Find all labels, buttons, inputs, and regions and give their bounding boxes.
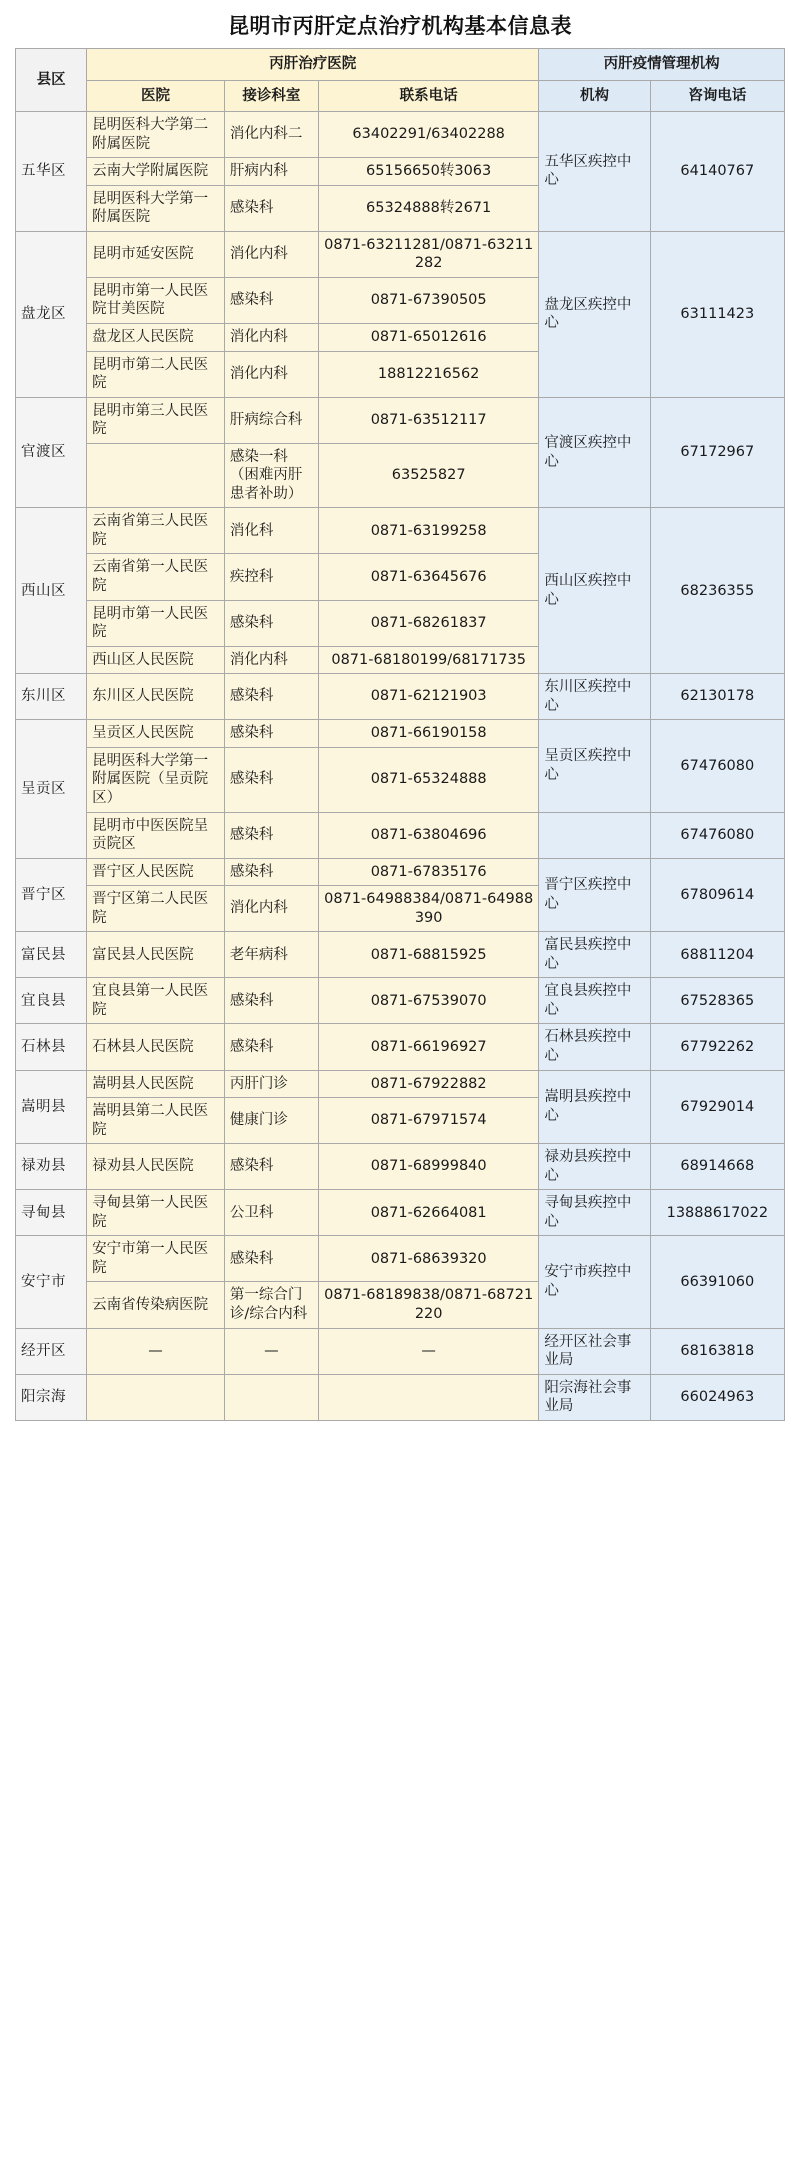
- cell-department: 消化内科二: [224, 112, 318, 158]
- cell-consult-phone: 67809614: [650, 858, 784, 932]
- cell-department: 老年病科: [224, 932, 318, 978]
- cell-department: 消化科: [224, 508, 318, 554]
- cell-phone: 0871-67922882: [318, 1070, 538, 1098]
- cell-district: 嵩明县: [16, 1070, 87, 1144]
- cell-agency: [539, 812, 650, 858]
- cell-agency: 西山区疾控中心: [539, 508, 650, 674]
- cell-hospital: 昆明市中医医院呈贡院区: [87, 812, 225, 858]
- cell-phone: 0871-64988384/0871-64988390: [318, 886, 538, 932]
- cell-department: 公卫科: [224, 1190, 318, 1236]
- cell-district: 宜良县: [16, 978, 87, 1024]
- cell-department: 肝病综合科: [224, 397, 318, 443]
- cell-district: 阳宗海: [16, 1374, 87, 1420]
- cell-department: 感染科: [224, 1144, 318, 1190]
- column-header-district: 县区: [16, 49, 87, 112]
- cell-hospital: 昆明医科大学第一附属医院: [87, 185, 225, 231]
- column-header-phone: 联系电话: [318, 80, 538, 112]
- cell-hospital: 寻甸县第一人民医院: [87, 1190, 225, 1236]
- cell-hospital: 富民县人民医院: [87, 932, 225, 978]
- table-row: [16, 397, 785, 443]
- cell-phone: 0871-68261837: [318, 600, 538, 646]
- cell-phone: 0871-63211281/0871-63211282: [318, 231, 538, 277]
- table-row: [16, 720, 785, 748]
- cell-department: 感染科: [224, 1236, 318, 1282]
- cell-district: 富民县: [16, 932, 87, 978]
- cell-agency: 富民县疾控中心: [539, 932, 650, 978]
- cell-consult-phone: 67929014: [650, 1070, 784, 1144]
- cell-department: 消化内科: [224, 886, 318, 932]
- cell-hospital: 云南省第一人民医院: [87, 554, 225, 600]
- cell-agency: 宜良县疾控中心: [539, 978, 650, 1024]
- cell-phone: 65324888转2671: [318, 185, 538, 231]
- table-header-row-2: [16, 80, 785, 112]
- cell-agency: 安宁市疾控中心: [539, 1236, 650, 1328]
- cell-phone: 0871-67971574: [318, 1098, 538, 1144]
- cell-department: 消化内科: [224, 351, 318, 397]
- cell-hospital: 禄劝县人民医院: [87, 1144, 225, 1190]
- cell-hospital: 西山区人民医院: [87, 646, 225, 674]
- table-row: [16, 932, 785, 978]
- cell-hospital: 云南大学附属医院: [87, 158, 225, 186]
- table-row: [16, 508, 785, 554]
- cell-department: 感染科: [224, 674, 318, 720]
- cell-consult-phone: 63111423: [650, 231, 784, 397]
- cell-consult-phone: 67476080: [650, 812, 784, 858]
- cell-consult-phone: 66024963: [650, 1374, 784, 1420]
- cell-agency: 五华区疾控中心: [539, 112, 650, 232]
- cell-hospital: 呈贡区人民医院: [87, 720, 225, 748]
- cell-phone: 0871-62664081: [318, 1190, 538, 1236]
- cell-department: 感染科: [224, 812, 318, 858]
- cell-phone: 0871-63804696: [318, 812, 538, 858]
- cell-department: 疾控科: [224, 554, 318, 600]
- cell-phone: 0871-63645676: [318, 554, 538, 600]
- cell-phone: 0871-62121903: [318, 674, 538, 720]
- cell-agency: 盘龙区疾控中心: [539, 231, 650, 397]
- cell-phone: 65156650转3063: [318, 158, 538, 186]
- table-row: [16, 1374, 785, 1420]
- cell-hospital: 昆明市延安医院: [87, 231, 225, 277]
- cell-department: 消化内科: [224, 324, 318, 352]
- cell-hospital: 宜良县第一人民医院: [87, 978, 225, 1024]
- cell-phone: 0871-66196927: [318, 1024, 538, 1070]
- cell-hospital: 昆明医科大学第一附属医院（呈贡院区）: [87, 747, 225, 812]
- cell-phone: 0871-65012616: [318, 324, 538, 352]
- table-row: [16, 1024, 785, 1070]
- cell-district: 官渡区: [16, 397, 87, 508]
- cell-agency: 阳宗海社会事业局: [539, 1374, 650, 1420]
- cell-hospital: 石林县人民医院: [87, 1024, 225, 1070]
- cell-hospital: 东川区人民医院: [87, 674, 225, 720]
- cell-consult-phone: 67792262: [650, 1024, 784, 1070]
- page-title: 昆明市丙肝定点治疗机构基本信息表: [228, 14, 572, 38]
- cell-phone: 0871-67539070: [318, 978, 538, 1024]
- cell-district: 东川区: [16, 674, 87, 720]
- cell-agency: 晋宁区疾控中心: [539, 858, 650, 932]
- cell-consult-phone: 66391060: [650, 1236, 784, 1328]
- cell-department: 肝病内科: [224, 158, 318, 186]
- table-row: [16, 858, 785, 886]
- cell-department: —: [224, 1328, 318, 1374]
- cell-hospital: —: [87, 1328, 225, 1374]
- column-header-agency: 机构: [539, 80, 650, 112]
- cell-department: [224, 1374, 318, 1420]
- cell-district: 五华区: [16, 112, 87, 232]
- cell-district: 呈贡区: [16, 720, 87, 858]
- cell-consult-phone: 67528365: [650, 978, 784, 1024]
- cell-department: 感染科: [224, 720, 318, 748]
- cell-phone: 0871-66190158: [318, 720, 538, 748]
- cell-hospital: 晋宁区人民医院: [87, 858, 225, 886]
- cell-phone: —: [318, 1328, 538, 1374]
- cell-phone: 0871-68180199/68171735: [318, 646, 538, 674]
- cell-phone: 63402291/63402288: [318, 112, 538, 158]
- cell-phone: 0871-67390505: [318, 277, 538, 323]
- table-row: [16, 112, 785, 158]
- cell-consult-phone: 68163818: [650, 1328, 784, 1374]
- column-header-department: 接诊科室: [224, 80, 318, 112]
- cell-department: 感染科: [224, 747, 318, 812]
- cell-agency: 经开区社会事业局: [539, 1328, 650, 1374]
- cell-district: 安宁市: [16, 1236, 87, 1328]
- cell-department: 感染科: [224, 1024, 318, 1070]
- cell-agency: 呈贡区疾控中心: [539, 720, 650, 812]
- cell-hospital: 昆明市第二人民医院: [87, 351, 225, 397]
- cell-consult-phone: 67476080: [650, 720, 784, 812]
- cell-department: 感染科: [224, 277, 318, 323]
- cell-consult-phone: 13888617022: [650, 1190, 784, 1236]
- cell-hospital: 安宁市第一人民医院: [87, 1236, 225, 1282]
- table-row: [16, 674, 785, 720]
- cell-district: 寻甸县: [16, 1190, 87, 1236]
- table-body: [16, 112, 785, 1421]
- cell-hospital: 云南省传染病医院: [87, 1282, 225, 1328]
- cell-phone: 0871-63512117: [318, 397, 538, 443]
- cell-department: 健康门诊: [224, 1098, 318, 1144]
- cell-department: 消化内科: [224, 231, 318, 277]
- cell-agency: 石林县疾控中心: [539, 1024, 650, 1070]
- cell-district: 盘龙区: [16, 231, 87, 397]
- cell-phone: 0871-65324888: [318, 747, 538, 812]
- cell-phone: 0871-68999840: [318, 1144, 538, 1190]
- cell-district: 禄劝县: [16, 1144, 87, 1190]
- cell-consult-phone: 68236355: [650, 508, 784, 674]
- cell-hospital: 嵩明县人民医院: [87, 1070, 225, 1098]
- table-row: [16, 812, 785, 858]
- cell-consult-phone: 62130178: [650, 674, 784, 720]
- cell-agency: 禄劝县疾控中心: [539, 1144, 650, 1190]
- cell-hospital: 盘龙区人民医院: [87, 324, 225, 352]
- cell-phone: 0871-67835176: [318, 858, 538, 886]
- column-header-hospital: 医院: [87, 80, 225, 112]
- cell-phone: 0871-68639320: [318, 1236, 538, 1282]
- cell-phone: [318, 1374, 538, 1420]
- cell-department: 第一综合门诊/综合内科: [224, 1282, 318, 1328]
- cell-hospital: 昆明市第一人民医院甘美医院: [87, 277, 225, 323]
- cell-phone: 63525827: [318, 443, 538, 508]
- cell-consult-phone: 68811204: [650, 932, 784, 978]
- cell-phone: 18812216562: [318, 351, 538, 397]
- cell-hospital: 昆明市第三人民医院: [87, 397, 225, 443]
- cell-consult-phone: 64140767: [650, 112, 784, 232]
- column-group-treatment-hospitals: 丙肝治疗医院: [87, 49, 539, 81]
- table-row: [16, 978, 785, 1024]
- cell-hospital: 昆明市第一人民医院: [87, 600, 225, 646]
- cell-department: 感染科: [224, 185, 318, 231]
- cell-hospital: 晋宁区第二人民医院: [87, 886, 225, 932]
- cell-department: 消化内科: [224, 646, 318, 674]
- cell-agency: 东川区疾控中心: [539, 674, 650, 720]
- cell-phone: 0871-63199258: [318, 508, 538, 554]
- cell-agency: 嵩明县疾控中心: [539, 1070, 650, 1144]
- cell-district: 石林县: [16, 1024, 87, 1070]
- cell-agency: 官渡区疾控中心: [539, 397, 650, 508]
- table-row: [16, 231, 785, 277]
- cell-department: 感染科: [224, 858, 318, 886]
- cell-phone: 0871-68815925: [318, 932, 538, 978]
- cell-hospital: 昆明医科大学第二附属医院: [87, 112, 225, 158]
- cell-hospital: [87, 443, 225, 508]
- cell-department: 丙肝门诊: [224, 1070, 318, 1098]
- cell-district: 西山区: [16, 508, 87, 674]
- cell-department: 感染科: [224, 600, 318, 646]
- cell-hospital: 云南省第三人民医院: [87, 508, 225, 554]
- cell-consult-phone: 67172967: [650, 397, 784, 508]
- table-header-row-1: [16, 49, 785, 81]
- column-group-epidemic-management: 丙肝疫情管理机构: [539, 49, 785, 81]
- table-row: [16, 1190, 785, 1236]
- cell-hospital: 嵩明县第二人民医院: [87, 1098, 225, 1144]
- cell-agency: 寻甸县疾控中心: [539, 1190, 650, 1236]
- table-row: [16, 1144, 785, 1190]
- hepatitis-c-institutions-table: [15, 48, 785, 1421]
- table-row: [16, 1070, 785, 1098]
- table-row: [16, 1328, 785, 1374]
- cell-consult-phone: 68914668: [650, 1144, 784, 1190]
- cell-department: 感染一科（困难丙肝患者补助）: [224, 443, 318, 508]
- cell-phone: 0871-68189838/0871-68721220: [318, 1282, 538, 1328]
- table-row: [16, 1236, 785, 1282]
- cell-district: 经开区: [16, 1328, 87, 1374]
- column-header-consult-phone: 咨询电话: [650, 80, 784, 112]
- cell-hospital: [87, 1374, 225, 1420]
- cell-district: 晋宁区: [16, 858, 87, 932]
- cell-department: 感染科: [224, 978, 318, 1024]
